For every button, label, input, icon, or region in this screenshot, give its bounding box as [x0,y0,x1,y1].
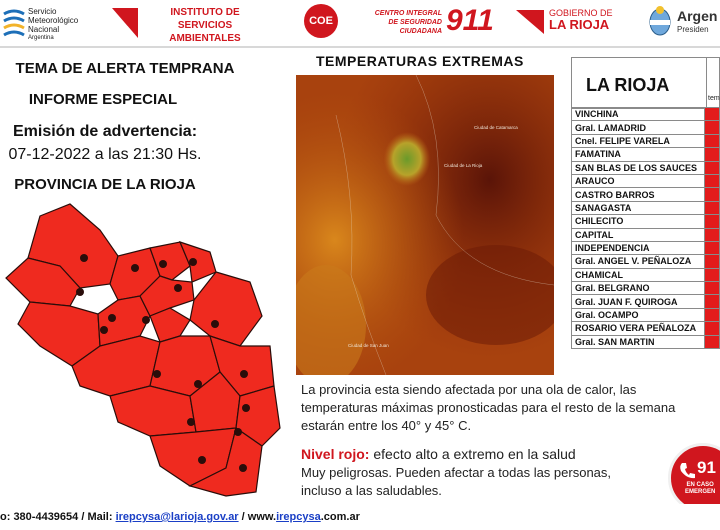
footer-phone: o: 380-4439654 / Mail: [0,511,116,523]
temp-map-title: TEMPERATURAS EXTREMAS [316,53,524,69]
smn-name: Servicio Meteorológico Nacional Argentina [28,7,79,41]
instituto-logo-icon [112,8,138,38]
department-name: FAMATINA [572,148,705,161]
alert-level-swatch [705,161,720,174]
alert-level-swatch [705,282,720,295]
department-name: Gral. JUAN F. QUIROGA [572,295,705,308]
alert-level-swatch [705,308,720,321]
phone-icon [679,462,695,480]
alert-level-swatch [705,188,720,201]
table-row [572,201,720,214]
table-row [572,268,720,281]
footer-sep: / www. [238,511,277,523]
footer-site-link[interactable]: irepcysa [276,511,321,523]
description-line-2: temperaturas máximas pronosticadas para el resto de la semana [301,400,676,415]
alert-level-swatch [705,215,720,228]
department-name: Cnel. FELIPE VARELA [572,134,705,147]
alert-level-swatch [705,268,720,281]
table-row [572,335,720,348]
gobierno-name: GOBIERNO DE LA RIOJA [549,8,613,32]
description-line-1: La provincia esta siendo afectada por una ola de calor, las [301,382,637,397]
emergency-911-logo: 911 [446,4,494,37]
alert-level-swatch [705,335,720,348]
la-rioja-alert-map [0,196,285,498]
alert-level-swatch [705,174,720,187]
svg-text:Ciudad de Catamarca: Ciudad de Catamarca [474,125,518,130]
table-row [572,295,720,308]
instituto-name: INSTITUTO DE SERVICIOS AMBIENTALES [169,7,241,44]
footer-contact [0,504,720,530]
alert-level-text: efecto alto a extremo en la salud [369,446,576,462]
alert-level-swatch [705,228,720,241]
centro-seguridad-name: CENTRO INTEGRAL DE SEGURIDAD CIUDADANA [374,10,442,35]
alert-level-swatch [705,148,720,161]
description-line-3: estarán entre los 40° y 45° C. [301,418,472,433]
alert-level-swatch [705,241,720,254]
table-row [572,121,720,134]
alert-level-label: Nivel rojo: [301,446,370,462]
emission-label: Emisión de advertencia: [12,123,198,140]
department-name: Gral. SAN MARTIN [572,335,705,348]
footer-tld: .com.ar [320,511,360,523]
header-divider [0,46,720,48]
alert-level-swatch [705,134,720,147]
alert-level [301,446,576,463]
department-name: SANAGASTA [572,201,705,214]
header-bar [0,0,720,46]
dept-capital [190,272,262,346]
department-name: CASTRO BARROS [572,188,705,201]
table-row [572,308,720,321]
alert-level-swatch [705,322,720,335]
argentina-seal-icon [648,5,672,37]
table-row [572,108,720,121]
departments-table [571,107,720,349]
table-row [572,161,720,174]
department-name: Gral. LAMADRID [572,121,705,134]
department-name: CHILECITO [572,215,705,228]
table-row [572,282,720,295]
table-row [572,148,720,161]
footer-email-link[interactable]: irepcysa@larioja.gov.ar [115,511,239,523]
report-type: INFORME ESPECIAL [28,91,178,108]
table-header: LA RIOJA tem [571,57,720,109]
department-name: INDEPENDENCIA [572,241,705,254]
department-name: SAN BLAS DE LOS SAUCES [572,161,705,174]
alert-level-swatch [705,255,720,268]
presidencia-name: Argen Presiden [677,8,718,34]
gobierno-logo-icon [516,10,544,34]
svg-text:Ciudad de San Juan: Ciudad de San Juan [348,343,389,348]
table-row [572,241,720,254]
emergency-badge: 91 EN CASO EMERGEN [668,443,720,513]
alert-level-swatch [705,108,720,121]
svg-text:Ciudad de La Rioja: Ciudad de La Rioja [444,163,483,168]
alert-line-2: Muy peligrosas. Pueden afectar a todas las personas, [301,465,612,480]
alert-level-swatch [705,121,720,134]
coe-logo: COE [304,4,338,38]
alert-level-swatch [705,201,720,214]
department-name: CHAMICAL [572,268,705,281]
table-row [572,255,720,268]
department-name: CAPITAL [572,228,705,241]
province-title: PROVINCIA DE LA RIOJA [14,176,196,193]
department-name: Gral. BELGRANO [572,282,705,295]
table-row [572,134,720,147]
table-row [572,228,720,241]
table-row [572,188,720,201]
table-row [572,322,720,335]
table-row [572,174,720,187]
alert-level-swatch [705,295,720,308]
table-row [572,215,720,228]
emission-datetime: 07-12-2022 a las 21:30 Hs. [8,146,202,163]
department-name: Gral. OCAMPO [572,308,705,321]
alert-line-3: incluso a las saludables. [301,483,442,498]
system-title: TEMA DE ALERTA TEMPRANA [15,60,235,77]
smn-logo-icon [2,8,26,38]
department-name: VINCHINA [572,108,705,121]
department-name: ARAUCO [572,174,705,187]
department-name: Gral. ANGEL V. PEÑALOZA [572,255,705,268]
temperature-heat-map [296,75,554,375]
department-name: ROSARIO VERA PEÑALOZA [572,322,705,335]
